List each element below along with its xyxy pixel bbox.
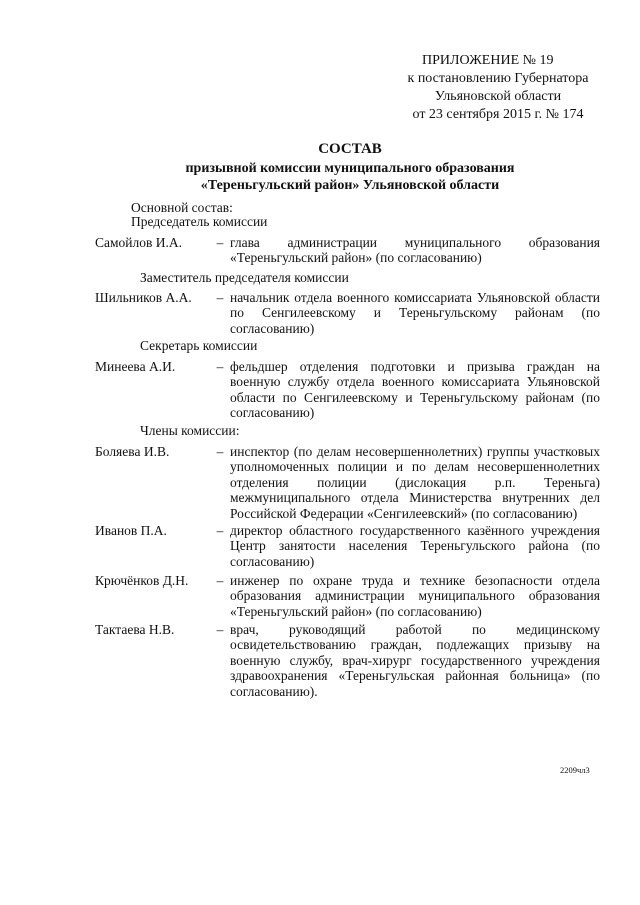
dash: – (216, 573, 224, 588)
chairman-desc: глава администрации муниципального образования «Тереньгульский район» (по согласованию) (230, 235, 600, 266)
section-members: Члены комиссии: (140, 423, 240, 438)
member-name: Боляева И.В. (95, 444, 170, 459)
dash: – (216, 235, 224, 250)
appendix-line-3: от 23 сентября 2015 г. № 174 (412, 107, 584, 122)
member-row (95, 523, 600, 569)
member-name: Тактаева Н.В. (95, 622, 175, 637)
member-name: Крючёнков Д.Н. (95, 573, 189, 588)
member-row (95, 622, 600, 699)
section-deputy: Заместитель председателя комиссии (140, 270, 349, 285)
section-main: Основной состав: (131, 200, 233, 215)
dash: – (216, 523, 224, 538)
appendix-title: ПРИЛОЖЕНИЕ № 19 (422, 53, 554, 68)
secretary-desc: фельдшер отделения подготовки и призыва граждан на военную службу отдела военного комиссариата Ульяновской области по Сенгилеевскому и Тереньгульскому районам (по согласованию) (230, 359, 600, 421)
chairman-name: Самойлов И.А. (95, 235, 182, 250)
section-secretary: Секретарь комиссии (140, 338, 258, 353)
dash: – (216, 622, 224, 637)
secretary-row (95, 359, 600, 421)
member-row (95, 573, 600, 619)
heading-line-2: «Тереньгульский район» Ульяновской области (200, 178, 500, 193)
deputy-name: Шильников А.А. (95, 290, 192, 305)
document-code: 2209чл3 (560, 765, 590, 775)
member-desc: врач, руководящий работой по медицинскому освидетельствованию граждан, подлежащих призыву на военную службу, врач-хирург государственного учреждения здравоохранения «Тереньгульская районная больница» (по согласованию). (230, 622, 600, 699)
member-name: Иванов П.А. (95, 523, 167, 538)
heading-line-1: призывной комиссии муниципального образования (185, 161, 515, 176)
appendix-line-2: Ульяновской области (434, 89, 562, 104)
dash: – (216, 359, 224, 374)
chairman-row (95, 235, 600, 266)
heading-title: СОСТАВ (318, 141, 382, 157)
deputy-row (95, 290, 600, 336)
secretary-name: Минеева А.И. (95, 359, 176, 374)
document-heading (100, 141, 600, 194)
dash: – (216, 444, 224, 459)
member-row (95, 444, 600, 521)
member-desc: директор областного государственного казённого учреждения Центр занятости населения Тереньгульского района (по согласованию) (230, 523, 600, 569)
member-desc: инженер по охране труда и технике безопасности отдела образования администрации муниципального образования «Тереньгульский район» (по согласованию) (230, 573, 600, 619)
appendix-line-1: к постановлению Губернатора (407, 71, 589, 86)
section-chair: Председатель комиссии (131, 214, 268, 229)
member-desc: инспектор (по делам несовершеннолетних) группы участковых уполномоченных полиции и по делам несовершеннолетних отделения полиции (дислокация р.п. Тереньга) межмуниципального отдела Министерства внутренних дел Российской Федерации «Сенгилеевский» (по согласованию) (230, 444, 600, 521)
appendix-header (398, 52, 598, 124)
dash: – (216, 290, 224, 305)
deputy-desc: начальник отдела военного комиссариата Ульяновской области по Сенгилеевскому и Тереньгульскому районам (по согласованию) (230, 290, 600, 336)
